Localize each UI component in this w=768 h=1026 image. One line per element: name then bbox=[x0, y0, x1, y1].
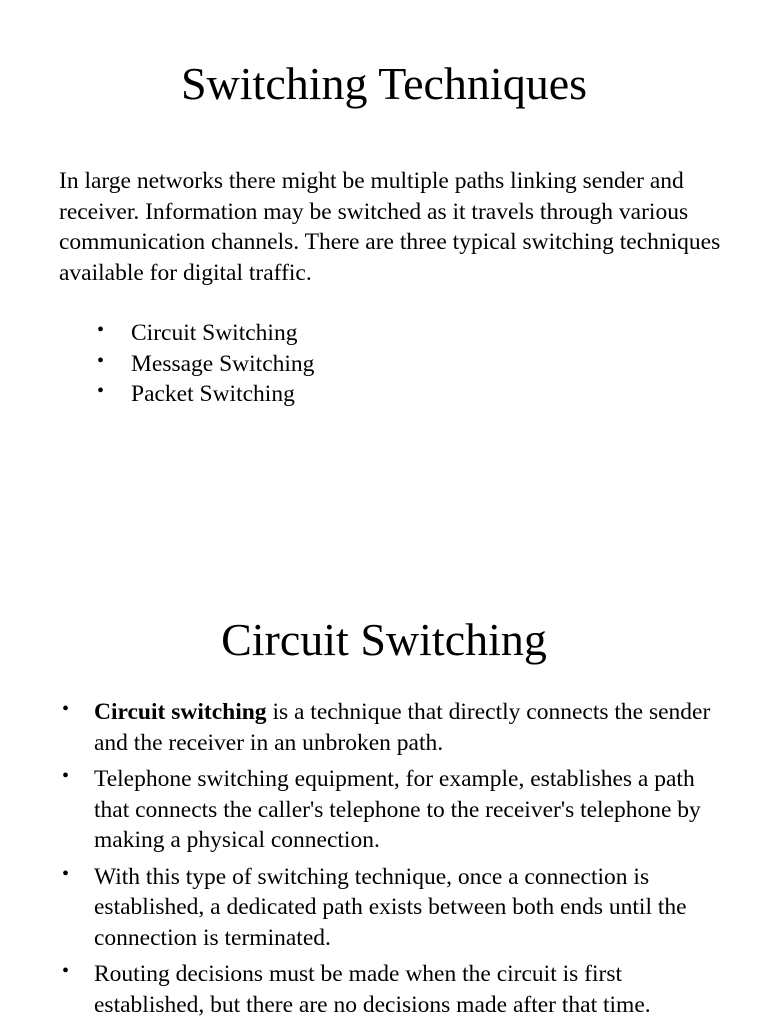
intro-paragraph: In large networks there might be multiple paths linking sender and receiver. Information may be switched as it travels through various communication channels. There are three typical switching techniques available for digital traffic. bbox=[59, 168, 721, 286]
list-item-label: Packet Switching bbox=[131, 381, 295, 407]
bullet-icon: • bbox=[97, 380, 105, 402]
bullet-icon: • bbox=[62, 862, 70, 885]
slide-circuit-switching bbox=[0, 580, 768, 1024]
list-item bbox=[62, 697, 712, 758]
list-item-text: Routing decisions must be made when the circuit is first established, but there are no decisions made after that time. bbox=[94, 961, 651, 1018]
list-item bbox=[59, 379, 659, 410]
bullet-icon: • bbox=[62, 765, 70, 787]
circuit-switching-points bbox=[62, 697, 712, 1026]
list-item-label: Circuit Switching bbox=[131, 320, 298, 346]
list-item bbox=[59, 318, 659, 349]
bullet-icon: • bbox=[97, 319, 105, 341]
list-item-label: Message Switching bbox=[131, 350, 315, 377]
list-item-text: is a technique that directly connects the sender and the receiver in an unbroken path. bbox=[94, 699, 711, 756]
list-item bbox=[62, 764, 712, 856]
list-item-text: With this type of switching technique, once a connection is established, a dedicated path exists between both ends until the connection is terminated. bbox=[94, 863, 687, 951]
list-item bbox=[59, 349, 659, 380]
slide-title: Circuit Switching bbox=[221, 614, 547, 665]
list-item bbox=[62, 959, 712, 1020]
bullet-icon: • bbox=[62, 960, 70, 982]
bullet-icon: • bbox=[62, 698, 70, 720]
technique-list bbox=[59, 318, 659, 410]
slide-title: Switching Techniques bbox=[180, 58, 588, 109]
list-item-text: Telephone switching equipment, for example, establishes a path that connects the caller's telephone to the receiver's telephone by making a physical connection. bbox=[94, 766, 701, 853]
list-item bbox=[62, 862, 712, 954]
term-bold: Circuit switching bbox=[94, 699, 267, 725]
bullet-icon: • bbox=[97, 349, 105, 372]
